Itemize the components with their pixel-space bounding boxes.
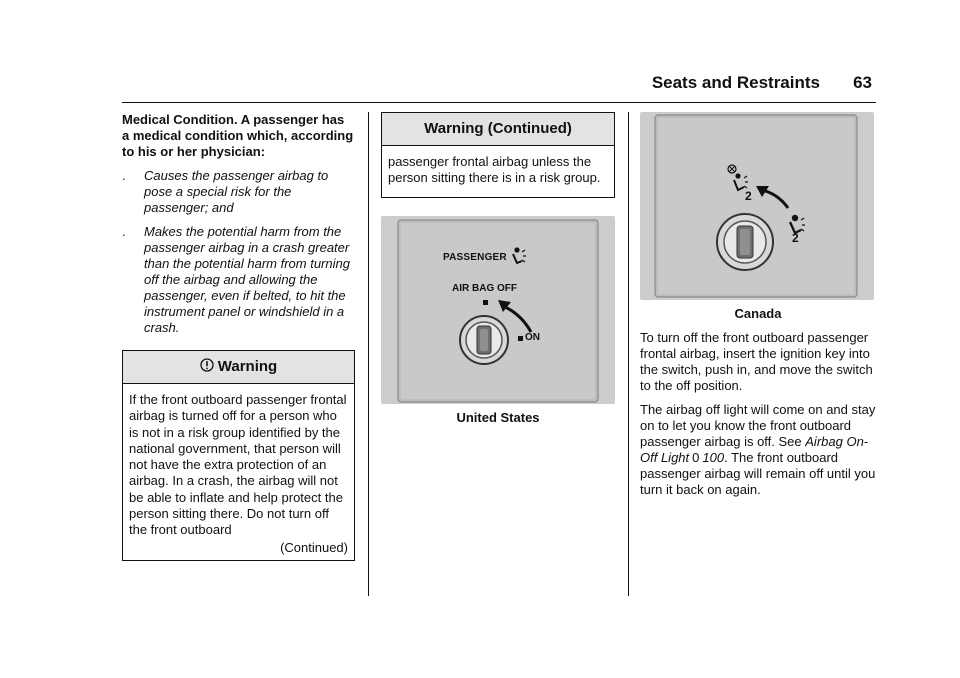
para-text: The airbag off light will come on and stay on to let you know the front outboard passenger airbag is off. See bbox=[640, 402, 876, 449]
page-number: 63 bbox=[853, 73, 872, 92]
column-3 bbox=[640, 112, 876, 498]
intro-heading: Medical Condition. bbox=[122, 112, 238, 127]
bullet-text: Causes the passenger airbag to pose a special risk for the passenger; and bbox=[144, 168, 329, 215]
off-position-number: 2 bbox=[745, 189, 752, 203]
warning-box bbox=[122, 350, 355, 561]
on-marker bbox=[518, 336, 523, 341]
key-switch[interactable] bbox=[717, 214, 773, 270]
key-switch[interactable] bbox=[460, 316, 508, 364]
warning-header bbox=[123, 351, 354, 384]
warning-header: Warning (Continued) bbox=[382, 113, 614, 146]
airbag-light-paragraph bbox=[640, 402, 876, 498]
warning-continued-box bbox=[381, 112, 615, 198]
bullet-symbol: . bbox=[122, 168, 126, 183]
warning-body: passenger frontal airbag unless the person sitting there is in a risk group. bbox=[388, 154, 601, 186]
united-states-switch-figure bbox=[381, 216, 615, 404]
warning-body bbox=[123, 384, 354, 560]
figure-caption: Canada bbox=[734, 306, 782, 321]
figure-caption: United States bbox=[456, 409, 540, 425]
canada-switch-figure bbox=[640, 112, 874, 300]
us-switch-illustration bbox=[381, 216, 615, 404]
bullet-symbol: . bbox=[122, 224, 126, 239]
column-2 bbox=[381, 112, 615, 426]
bullet-item bbox=[122, 168, 355, 216]
airbag-off-label: AIR BAG OFF bbox=[452, 282, 517, 294]
intro-paragraph bbox=[122, 112, 355, 160]
column-divider-1 bbox=[368, 112, 369, 596]
on-position-number: 2 bbox=[792, 231, 799, 245]
warning-title: Warning bbox=[217, 358, 278, 375]
column-1 bbox=[122, 112, 355, 561]
bullet-text: Makes the potential harm from the passenger airbag in a crash greater than the potential harm from turning off the airbag and allowing the passenger, even if belted, to hit the instrument panel or windshield in a crash. bbox=[144, 224, 350, 335]
off-marker bbox=[483, 300, 488, 305]
page-ref-icon: 0 bbox=[692, 450, 700, 465]
cross-reference-link[interactable]: Airbag On-Off Light bbox=[640, 434, 869, 465]
passenger-label: PASSENGER bbox=[443, 251, 507, 263]
para-text: . The front outboard passenger airbag will remain off until you turn it back on again. bbox=[640, 450, 876, 497]
warning-text: If the front outboard passenger frontal airbag is turned off for a person who is not in a risk group identified by the national government, that person will not have the extra protection of an airbag. In a crash, the airbag will not be able to inflate and help protect the person sitting there. Do not turn off the front outboard bbox=[129, 392, 347, 538]
page-header bbox=[122, 72, 876, 103]
instruction-paragraph: To turn off the front outboard passenger frontal airbag, insert the ignition key into the switch, push in, and move the switch to the off position. bbox=[640, 330, 873, 393]
cross-reference-page[interactable]: 100 bbox=[702, 450, 725, 465]
section-title: Seats and Restraints bbox=[651, 73, 820, 92]
canada-switch-illustration bbox=[640, 112, 874, 300]
bullet-item bbox=[122, 224, 355, 336]
on-label: ON bbox=[525, 331, 540, 343]
warning-icon bbox=[200, 358, 214, 372]
column-divider-2 bbox=[628, 112, 629, 596]
intro-text: A passenger has a medical condition which, according to his or her physician: bbox=[122, 112, 354, 159]
continued-label: (Continued) bbox=[280, 539, 348, 555]
